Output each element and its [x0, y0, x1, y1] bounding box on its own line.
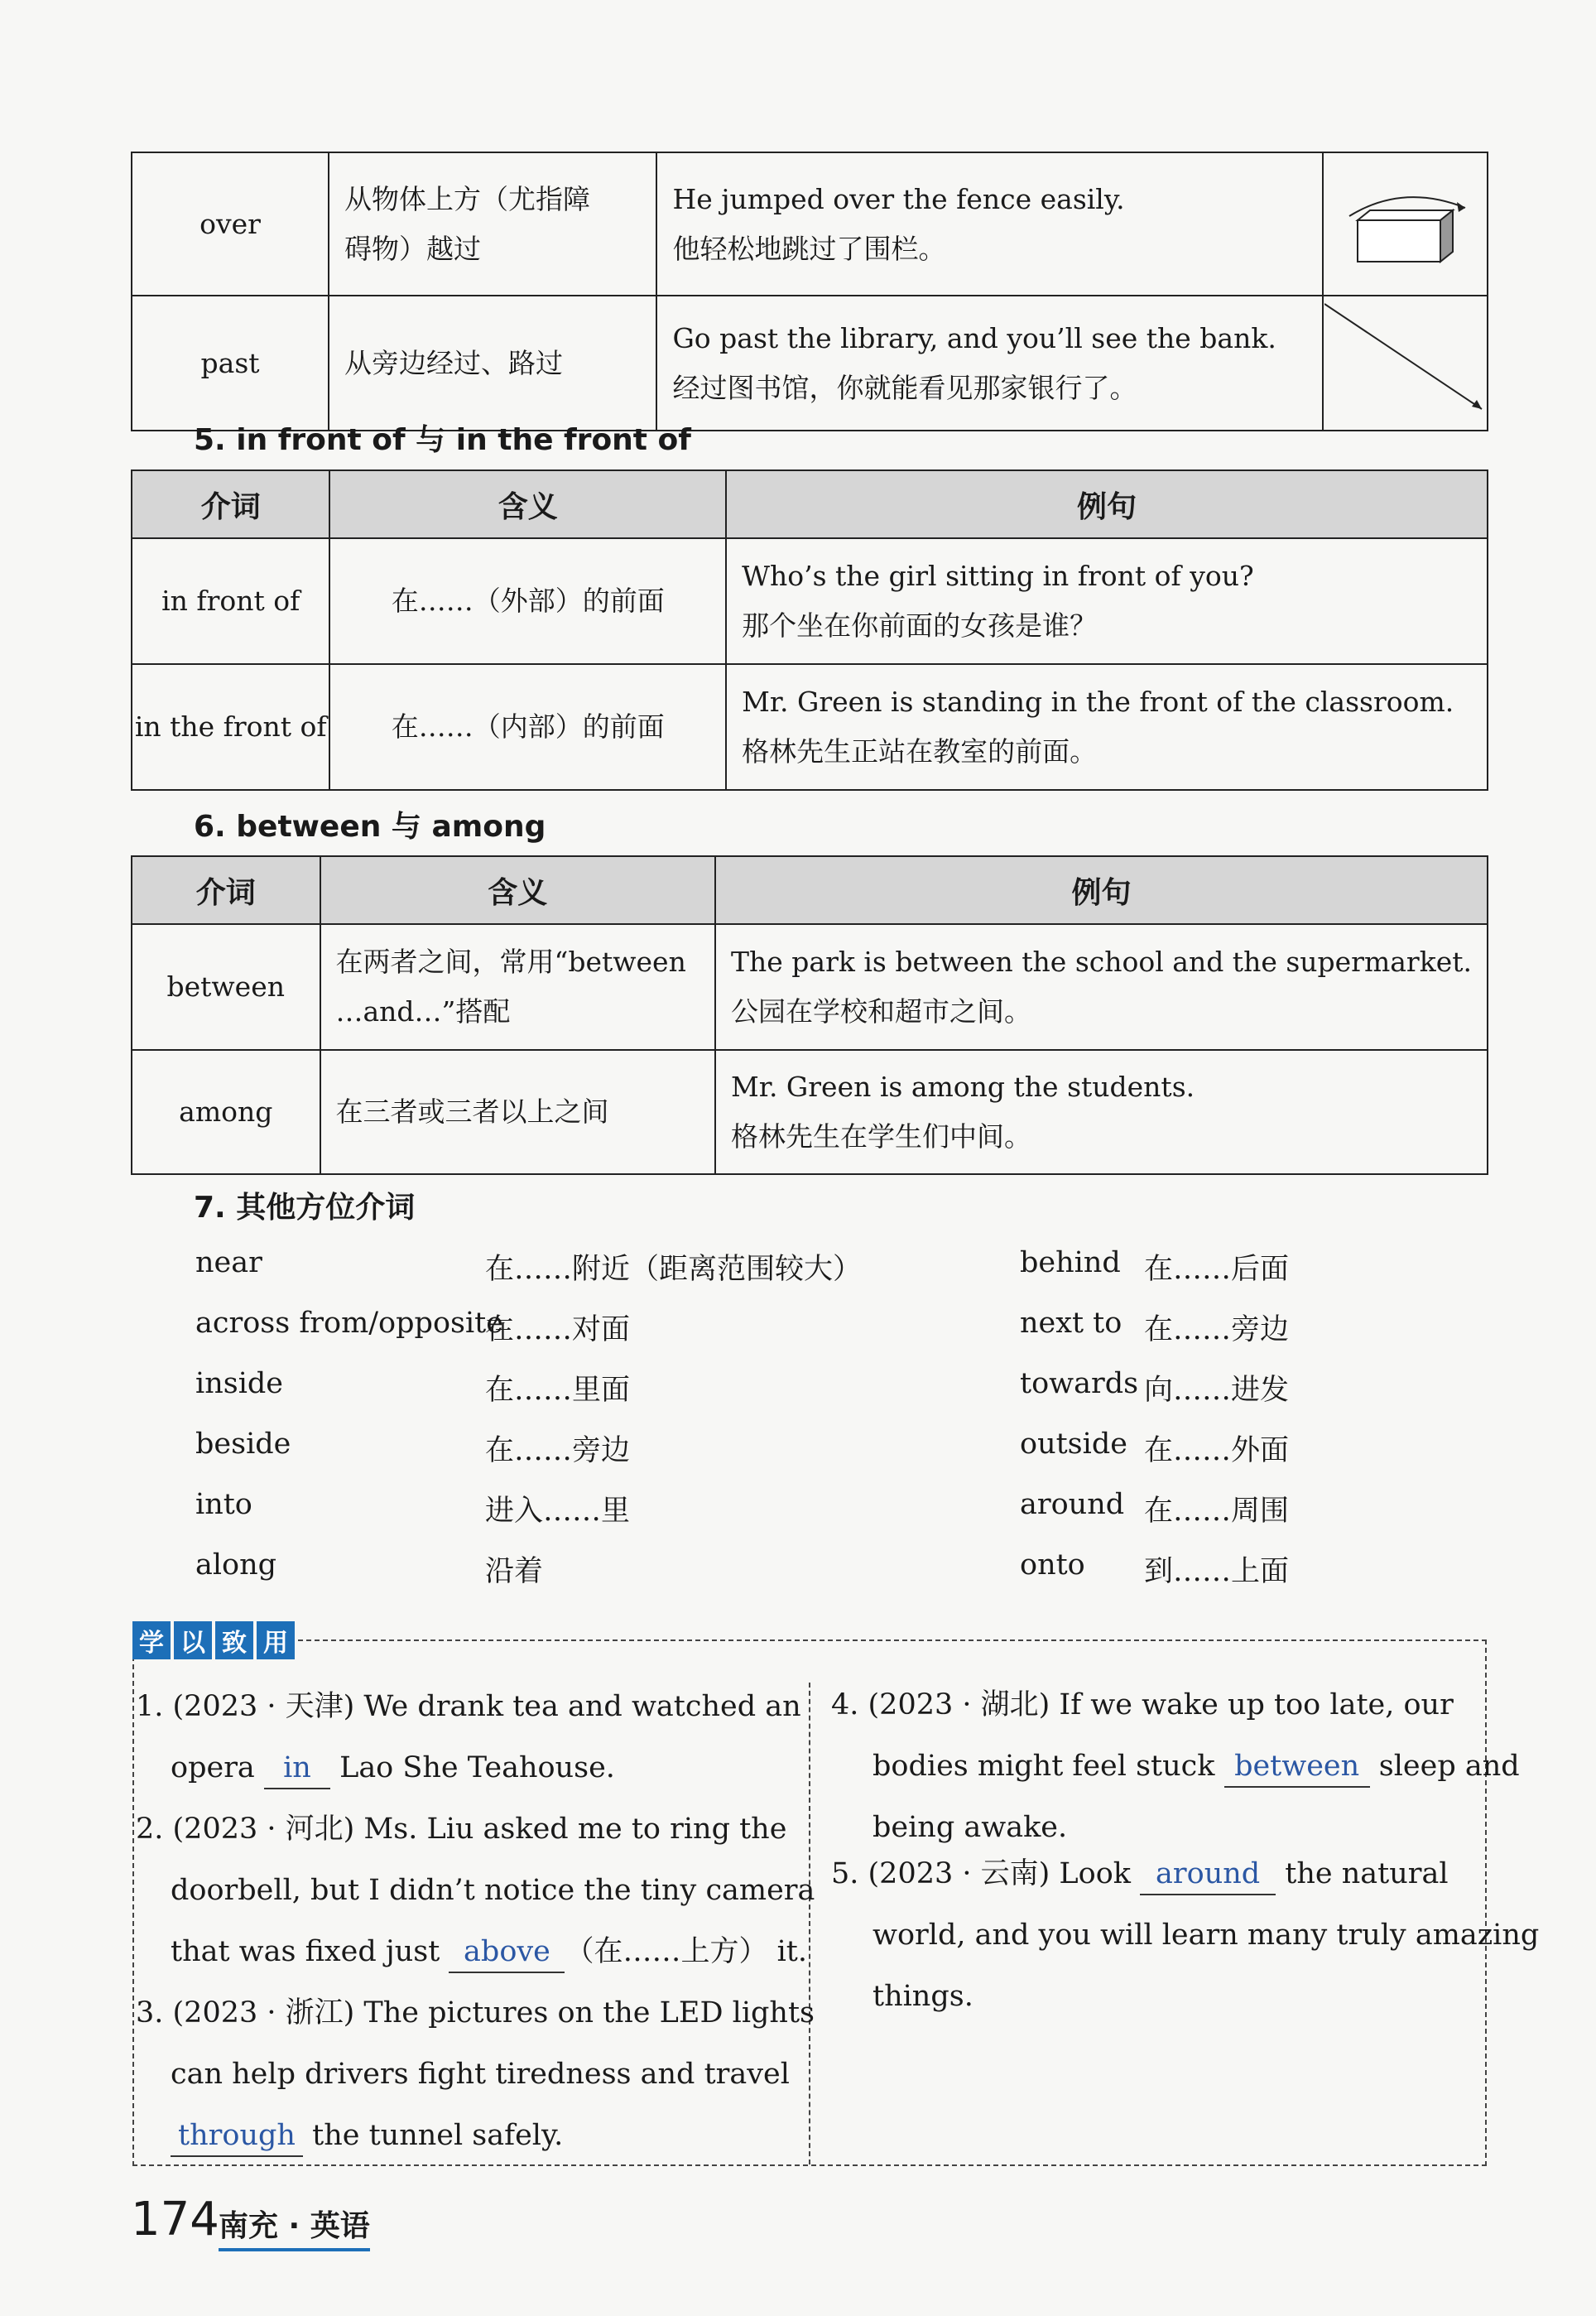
text: sleep and	[1378, 1750, 1520, 1783]
answer-blank[interactable]: through	[171, 2116, 303, 2157]
word-cell: between	[132, 924, 320, 1050]
example-cell	[726, 664, 1488, 790]
example-cn: 他轻松地跳过了围栏。	[672, 232, 946, 265]
text: the natural	[1285, 1857, 1449, 1890]
badge-char: 致	[215, 1621, 253, 1659]
prep-word: into	[195, 1488, 252, 1521]
word-cell: among	[132, 1050, 320, 1174]
badge-char: 用	[257, 1621, 295, 1659]
prep-meaning: 沿着	[485, 1555, 544, 1588]
prep-meaning: 在……旁边	[1144, 1313, 1290, 1346]
other-prepositions-list	[195, 1246, 1437, 1609]
section-5-heading: 5. in front of 与 in the front of	[194, 423, 691, 457]
line-past-icon	[1323, 296, 1488, 431]
example-cell	[656, 152, 1323, 296]
meaning-line: 在三者或三者以上之间	[335, 1095, 609, 1128]
text: （在……上方） it.	[565, 1935, 807, 1968]
question-line: 4. (2023 · 湖北) If we wake up too late, our	[831, 1688, 1454, 1721]
example-cell	[656, 296, 1323, 431]
header-meaning: 含义	[320, 856, 716, 924]
question-line: world, and you will learn many truly amazing	[873, 1919, 1540, 1952]
meaning-cell	[320, 1050, 716, 1174]
prep-meaning: 在……周围	[1144, 1495, 1290, 1528]
prep-word: around	[1020, 1488, 1125, 1521]
header-meaning: 含义	[329, 470, 726, 538]
table-row	[132, 152, 1488, 296]
badge-char: 学	[132, 1621, 171, 1659]
section-7-heading: 7. 其他方位介词	[194, 1191, 416, 1225]
list-item	[195, 1367, 1437, 1428]
text: the tunnel safely.	[312, 2119, 564, 2152]
example-en: Mr. Green is among the students.	[731, 1071, 1195, 1103]
prep-meaning: 在……对面	[485, 1313, 631, 1346]
question-line	[136, 1921, 807, 1982]
question-3	[136, 1982, 815, 2166]
question-line: can help drivers fight tiredness and travel	[171, 2058, 790, 2091]
meaning-line: 碍物）越过	[344, 232, 482, 265]
practice-badge	[132, 1621, 295, 1659]
prep-word: outside	[1020, 1428, 1127, 1461]
meaning-line: …and…”搭配	[335, 995, 511, 1028]
word-cell: over	[132, 152, 329, 296]
word-cell: in front of	[132, 538, 329, 664]
box-over-icon	[1323, 152, 1488, 296]
prep-meaning: 到……上面	[1144, 1555, 1290, 1588]
header-example: 例句	[726, 470, 1488, 538]
example-cn: 公园在学校和超市之间。	[731, 995, 1031, 1028]
question-line	[831, 1843, 1482, 1904]
text: opera	[171, 1751, 255, 1784]
question-2	[136, 1798, 815, 1982]
list-item	[195, 1548, 1437, 1609]
meaning-line: 在两者之间，常用“between	[335, 946, 686, 978]
word-cell: past	[132, 296, 329, 431]
table-header	[132, 470, 1488, 538]
example-en: Who’s the girl sitting in front of you?	[742, 560, 1254, 592]
question-line	[136, 1737, 788, 1798]
example-en: Mr. Green is standing in the front of the classroom.	[742, 686, 1454, 718]
header-example: 例句	[715, 856, 1488, 924]
table-header	[132, 856, 1488, 924]
prep-meaning: 在……旁边	[485, 1434, 631, 1467]
meaning-line: 从物体上方（尤指障	[344, 182, 591, 215]
example-cell	[715, 1050, 1488, 1174]
prep-meaning: 在……里面	[485, 1374, 631, 1407]
table-row	[132, 296, 1488, 431]
prep-word: near	[195, 1246, 262, 1279]
question-line: 3. (2023 · 浙江) The pictures on the LED lights	[136, 1996, 815, 2030]
prep-word: across from/opposite	[195, 1307, 503, 1340]
answer-blank[interactable]: between	[1224, 1746, 1370, 1788]
section-6-heading: 6. between 与 among	[194, 810, 546, 844]
example-cell	[715, 924, 1488, 1050]
example-en: The park is between the school and the supermarket.	[731, 946, 1472, 978]
header-preposition: 介词	[132, 470, 329, 538]
table-row	[132, 1050, 1488, 1174]
list-item	[195, 1307, 1437, 1367]
footer-label: 南充 · 英语	[219, 2203, 370, 2251]
text: Lao She Teahouse.	[339, 1751, 615, 1784]
question-line	[831, 1736, 1520, 1797]
example-cell	[726, 538, 1488, 664]
question-line: things.	[873, 1980, 973, 2013]
prep-meaning: 在……后面	[1144, 1253, 1290, 1286]
header-preposition: 介词	[132, 856, 320, 924]
question-5	[831, 1843, 1540, 2027]
prep-meaning: 在……外面	[1144, 1434, 1290, 1467]
prep-word: towards	[1020, 1367, 1139, 1400]
word-cell: in the front of	[132, 664, 329, 790]
answer-blank[interactable]: around	[1140, 1854, 1276, 1895]
question-line	[136, 2105, 788, 2166]
meaning-cell	[329, 152, 656, 296]
table-row	[132, 538, 1488, 664]
question-1	[136, 1676, 801, 1798]
list-item	[195, 1246, 1437, 1307]
meaning-cell: 在……（外部）的前面	[329, 538, 726, 664]
text: 5. (2023 · 云南) Look	[831, 1857, 1131, 1890]
section-5-table	[131, 469, 1488, 791]
meaning-cell	[320, 924, 716, 1050]
answer-blank[interactable]: above	[449, 1932, 565, 1973]
prep-word: behind	[1020, 1246, 1121, 1279]
meaning-cell	[329, 296, 656, 431]
meaning-cell: 在……（内部）的前面	[329, 664, 726, 790]
prep-word: onto	[1020, 1548, 1085, 1582]
column-divider	[809, 1683, 810, 2164]
prep-meaning: 进入……里	[485, 1495, 631, 1528]
answer-blank[interactable]: in	[264, 1748, 330, 1789]
example-cn: 经过图书馆，你就能看见那家银行了。	[672, 371, 1137, 404]
question-line: 1. (2023 · 天津) We drank tea and watched an	[136, 1690, 801, 1723]
section-6-table	[131, 855, 1488, 1175]
page-number: 174	[131, 2193, 219, 2246]
prep-word: beside	[195, 1428, 291, 1461]
question-4	[831, 1674, 1520, 1858]
question-line: 2. (2023 · 河北) Ms. Liu asked me to ring the	[136, 1813, 787, 1846]
question-line: being awake.	[873, 1811, 1068, 1844]
prep-meaning: 在……附近（距离范围较大）	[485, 1253, 863, 1286]
list-item	[195, 1428, 1437, 1488]
prep-word: inside	[195, 1367, 284, 1400]
example-en: He jumped over the fence easily.	[672, 182, 1125, 215]
example-cn: 格林先生正站在教室的前面。	[742, 735, 1098, 768]
table-row	[132, 924, 1488, 1050]
question-line: doorbell, but I didn’t notice the tiny camera	[171, 1874, 815, 1907]
prep-word: along	[195, 1548, 277, 1582]
prep-word: next to	[1020, 1307, 1122, 1340]
example-cn: 那个坐在你前面的女孩是谁？	[742, 609, 1098, 642]
example-cn: 格林先生在学生们中间。	[731, 1120, 1031, 1153]
table-row	[132, 664, 1488, 790]
meaning-line: 从旁边经过、路过	[344, 346, 564, 379]
prepositions-table-top	[131, 152, 1488, 431]
example-en: Go past the library, and you’ll see the bank.	[672, 321, 1276, 354]
text: that was fixed just	[171, 1935, 440, 1968]
badge-char: 以	[174, 1621, 212, 1659]
list-item	[195, 1488, 1437, 1548]
prep-meaning: 向……进发	[1144, 1374, 1290, 1407]
text: bodies might feel stuck	[873, 1750, 1215, 1783]
